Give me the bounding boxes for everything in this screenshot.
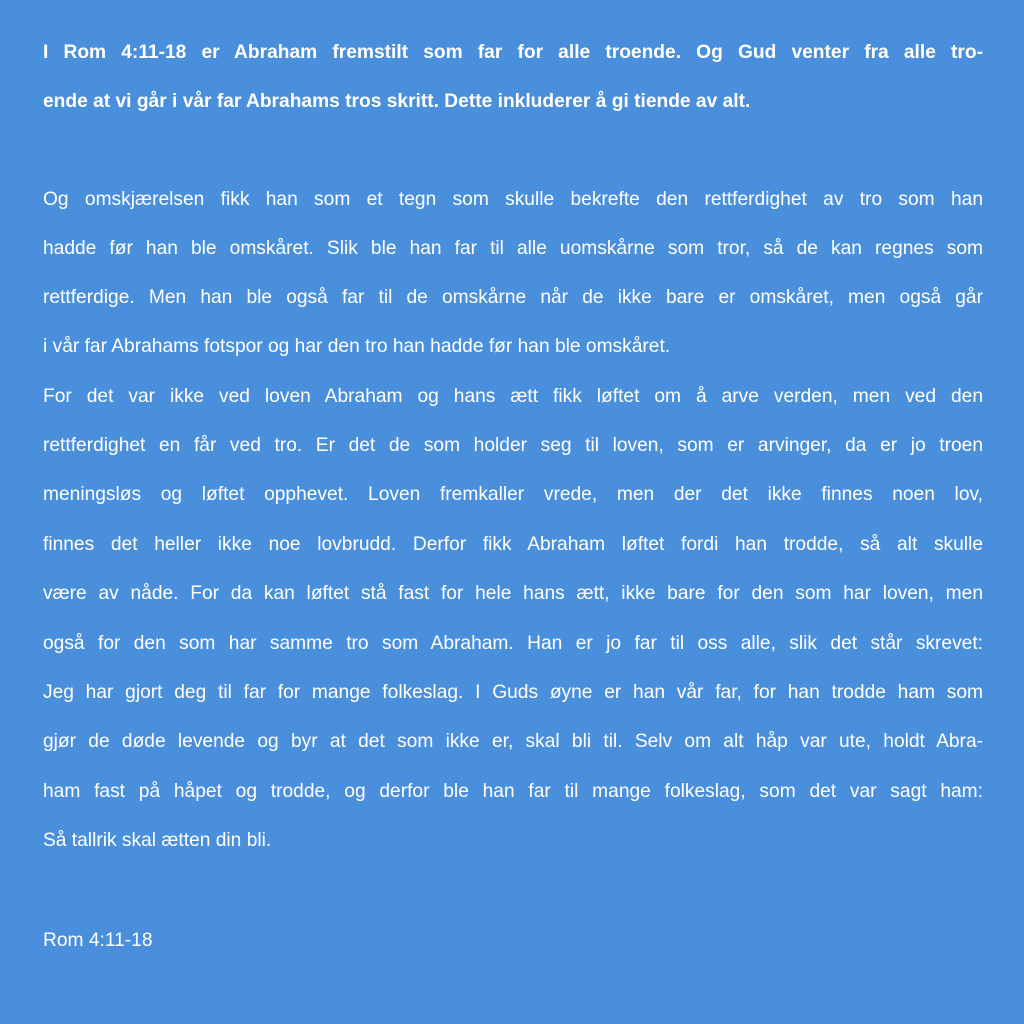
scripture-line: rettferdighet en får ved tro. Er det de som holder seg til loven, som er arvinger, da er jo troen (43, 435, 983, 456)
scripture-reference: Rom 4:11-18 (43, 930, 153, 951)
scripture-line: også for den som har samme tro som Abraham. Han er jo far til oss alle, slik det står skrevet: (43, 633, 983, 654)
scripture-line: rettferdige. Men han ble også far til de omskårne når de ikke bare er omskåret, men også går (43, 287, 983, 308)
scripture-line: For det var ikke ved loven Abraham og hans ætt fikk løftet om å arve verden, men ved den (43, 386, 983, 407)
scripture-line: i vår far Abrahams fotspor og har den tro han hadde før han ble omskåret. (43, 336, 671, 357)
intro-line: ende at vi går i vår far Abrahams tros skritt. Dette inkluderer å gi tiende av alt. (43, 91, 751, 112)
scripture-line: meningsløs og løftet opphevet. Loven fremkaller vrede, men der det ikke finnes noen lov, (43, 484, 983, 505)
scripture-line: være av nåde. For da kan løftet stå fast for hele hans ætt, ikke bare for den som har loven, men (43, 583, 983, 604)
intro-line: I Rom 4:11-18 er Abraham fremstilt som far for alle troende. Og Gud venter fra alle tro- (43, 42, 983, 63)
scripture-line: Og omskjærelsen fikk han som et tegn som skulle bekrefte den rettferdighet av tro som han (43, 189, 983, 210)
scripture-line: finnes det heller ikke noe lovbrudd. Derfor fikk Abraham løftet fordi han trodde, så alt skulle (43, 534, 983, 555)
scripture-line: gjør de døde levende og byr at det som ikke er, skal bli til. Selv om alt håp var ute, holdt Abra- (43, 731, 983, 752)
scripture-line: Jeg har gjort deg til far for mange folkeslag. I Guds øyne er han vår far, for han trodde ham som (43, 682, 983, 703)
scripture-line: ham fast på håpet og trodde, og derfor ble han far til mange folkeslag, som det var sagt ham: (43, 781, 983, 802)
scripture-line: Så tallrik skal ætten din bli. (43, 830, 272, 851)
scripture-line: hadde før han ble omskåret. Slik ble han far til alle uomskårne som tror, så de kan regnes som (43, 238, 983, 259)
